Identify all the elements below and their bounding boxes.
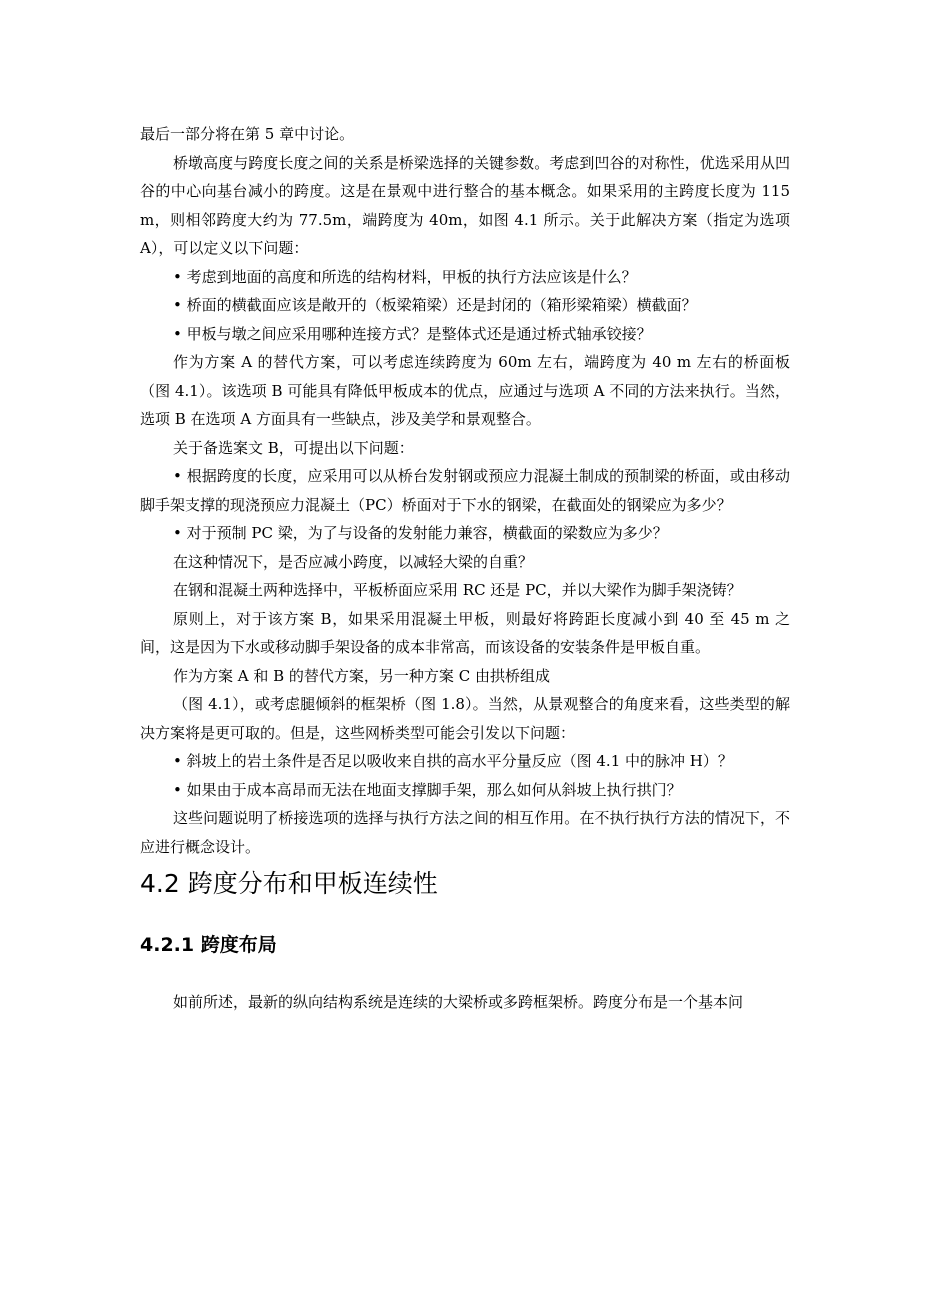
paragraph: 在钢和混凝土两种选择中，平板桥面应采用 RC 还是 PC，并以大梁作为脚手架浇铸？ (173, 581, 742, 599)
bullet-item: • 根据跨度的长度，应采用可以从桥台发射钢或预应力混凝土制成的预制梁的桥面，或由移动脚手架支撑的现浇预应力混凝土（PC）桥面对于下水的钢梁，在截面处的钢梁应为多少？ (140, 467, 790, 514)
paragraph: 原则上，对于该方案 B，如果采用混凝土甲板，则最好将跨距长度减小到 40 至 45 m 之间，这是因为下水或移动脚手架设备的成本非常高，而该设备的安装条件是甲板自重。 (140, 609, 790, 656)
paragraph: 作为方案 A 和 B 的替代方案，另一种方案 C 由拱桥组成 (173, 666, 550, 685)
paragraph: 关于备选案文 B，可提出以下问题： (173, 438, 414, 457)
paragraph: 桥墩高度与跨度长度之间的关系是桥梁选择的关键参数。考虑到凹谷的对称性，优选采用从凹谷的中心向基台减小的跨度。这是在景观中进行整合的基本概念。如果采用的主跨度长度为 115m，则相邻跨度大约为 77.5m，端跨度为 40m，如图 4.1 所示。关于此解决方案（指定为选项 A），可以定义以下问题： (140, 153, 790, 257)
paragraph: 如前所述，最新的纵向结构系统是连续的大梁桥或多跨框架桥。跨度分布是一个基本问 (173, 993, 744, 1011)
bullet-item: • 甲板与墩之间应采用哪种连接方式？是整体式还是通过桥式轴承铰接？ (173, 324, 652, 343)
subsection-heading: 4.2.1 跨度布局 (140, 934, 277, 956)
bullet-item: • 考虑到地面的高度和所选的结构材料，甲板的执行方法应该是什么？ (173, 267, 637, 286)
page-content (140, 120, 790, 1017)
bullet-item: • 如果由于成本高昂而无法在地面支撑脚手架，那么如何从斜坡上执行拱门？ (173, 780, 682, 799)
paragraph: 在这种情况下，是否应减小跨度，以减轻大梁的自重？ (173, 552, 534, 571)
paragraph: 最后一部分将在第 5 章中讨论。 (140, 125, 355, 143)
bullet-item: • 对于预制 PC 梁，为了与设备的发射能力兼容，横截面的梁数应为多少？ (173, 524, 668, 542)
section-heading: 4.2 跨度分布和甲板连续性 (140, 869, 438, 898)
paragraph: 作为方案 A 的替代方案，可以考虑连续跨度为 60m 左右，端跨度为 40 m 左右的桥面板（图 4.1）。该选项 B 可能具有降低甲板成本的优点，应通过与选项 A 不同的方法来执行。当然，选项 B 在选项 A 方面具有一些缺点，涉及美学和景观整合。 (140, 353, 790, 428)
bullet-item: • 斜坡上的岩土条件是否足以吸收来自拱的高水平分量反应（图 4.1 中的脉冲 H）？ (173, 752, 733, 770)
paragraph: 这些问题说明了桥接选项的选择与执行方法之间的相互作用。在不执行执行方法的情况下，不应进行概念设计。 (140, 809, 790, 856)
paragraph: （图 4.1），或考虑腿倾斜的框架桥（图 1.8）。当然，从景观整合的角度来看，这些类型的解决方案将是更可取的。但是，这些网桥类型可能会引发以下问题： (140, 695, 790, 742)
bullet-item: • 桥面的横截面应该是敞开的（板梁箱梁）还是封闭的（箱形梁箱梁）横截面？ (173, 296, 697, 314)
